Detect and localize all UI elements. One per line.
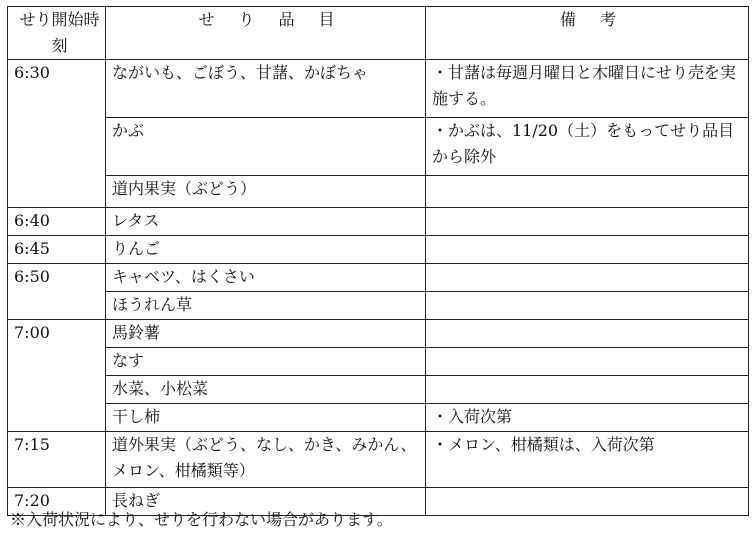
- table-row: [8, 292, 749, 320]
- remarks-cell: ・入荷次第: [426, 404, 749, 432]
- table-row: [8, 404, 749, 432]
- table-row: [8, 348, 749, 376]
- item-cell: 道外果実（ぶどう、なし、かき、みかん、メロン、柑橘類等）: [106, 432, 426, 488]
- table-row: [8, 208, 749, 236]
- start-time-cell: 7:15: [8, 432, 106, 488]
- item-cell: かぶ: [106, 118, 426, 176]
- table-row: [8, 60, 749, 118]
- footnote: ※入荷状況により、せりを行わない場合があります。: [10, 510, 393, 529]
- item-cell: キャベツ、はくさい: [106, 264, 426, 292]
- remarks-cell: ・甘藷は毎週月曜日と木曜日にせり売を実施する。: [426, 60, 749, 118]
- remarks-cell: ・メロン、柑橘類は、入荷次第: [426, 432, 749, 488]
- remarks-cell: ・かぶは、11/20（土）をもってせり品目から除外: [426, 118, 749, 176]
- start-time-cell: 6:50: [8, 264, 106, 320]
- table-row: [8, 320, 749, 348]
- start-time-cell: 6:45: [8, 236, 106, 264]
- remarks-cell: [426, 348, 749, 376]
- remarks-cell: [426, 264, 749, 292]
- item-cell: ながいも、ごぼう、甘藷、かぼちゃ: [106, 60, 426, 118]
- remarks-cell: [426, 208, 749, 236]
- item-cell: 水菜、小松菜: [106, 376, 426, 404]
- table-row: [8, 236, 749, 264]
- table-row: [8, 264, 749, 292]
- item-cell: りんご: [106, 236, 426, 264]
- item-cell: 道内果実（ぶどう）: [106, 176, 426, 208]
- header-remarks: 備 考: [426, 7, 749, 60]
- table-row: [8, 176, 749, 208]
- item-cell: なす: [106, 348, 426, 376]
- item-cell: レタス: [106, 208, 426, 236]
- start-time-cell: 7:00: [8, 320, 106, 432]
- remarks-cell: [426, 236, 749, 264]
- item-cell: 長ねぎ: [106, 488, 426, 516]
- table-row: [8, 376, 749, 404]
- remarks-cell: [426, 488, 749, 516]
- remarks-cell: [426, 320, 749, 348]
- start-time-cell: 6:40: [8, 208, 106, 236]
- start-time-cell: 7:20: [8, 488, 106, 516]
- remarks-cell: [426, 376, 749, 404]
- table-row: [8, 432, 749, 488]
- item-cell: 干し柿: [106, 404, 426, 432]
- table-row: [8, 118, 749, 176]
- auction-schedule-table: [7, 6, 749, 516]
- header-item: せ り 品 目: [106, 7, 426, 60]
- item-cell: 馬鈴薯: [106, 320, 426, 348]
- remarks-cell: [426, 292, 749, 320]
- header-start-time: せり開始時刻: [8, 7, 106, 60]
- header-row: [8, 7, 749, 60]
- item-cell: ほうれん草: [106, 292, 426, 320]
- start-time-cell: 6:30: [8, 60, 106, 208]
- remarks-cell: [426, 176, 749, 208]
